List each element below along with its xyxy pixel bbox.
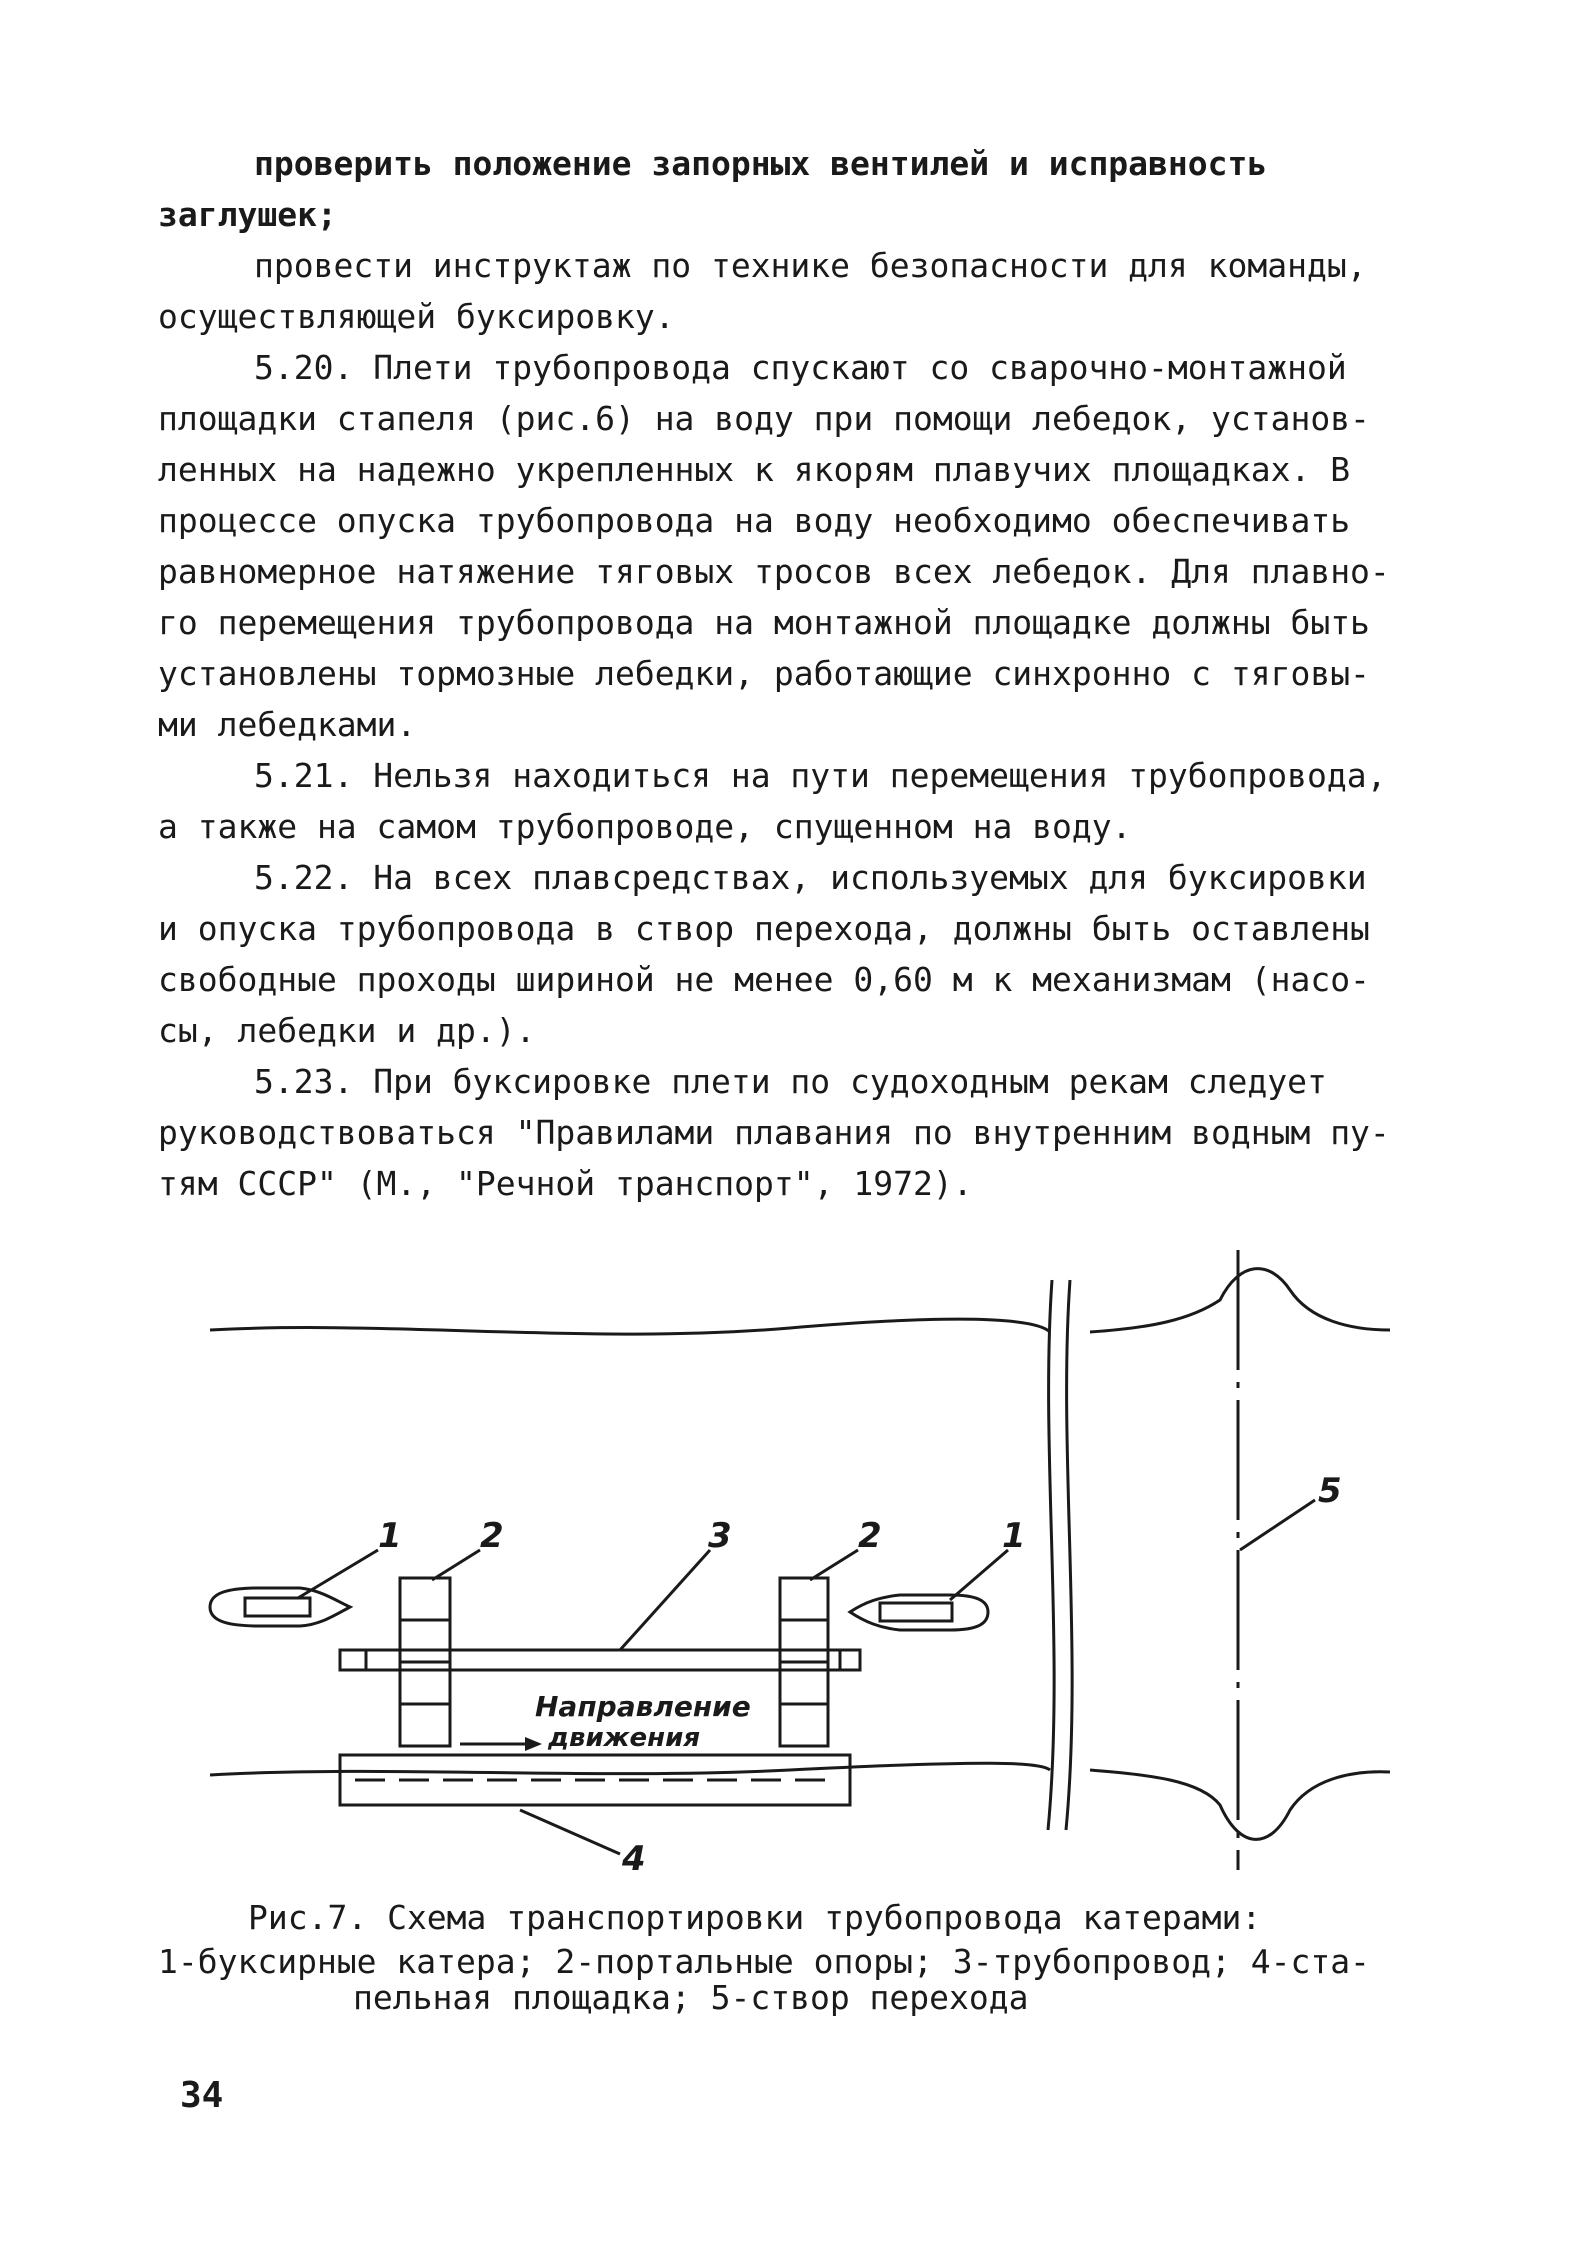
text-line: тям СССР" (М., "Речной транспорт", 1972). xyxy=(158,1164,973,1203)
direction-arrowhead xyxy=(525,1737,542,1751)
break-line xyxy=(1066,1280,1072,1830)
lower-riverbank-right xyxy=(1090,1770,1390,1839)
towing-boat-left xyxy=(210,1588,350,1626)
paragraph-5-21-line: 5.21. Нельзя находиться на пути перемещения трубопровода, xyxy=(254,756,1387,795)
figure-label-2-left: 2 xyxy=(480,1516,504,1556)
leader-line xyxy=(298,1550,378,1598)
upper-riverbank xyxy=(210,1319,1050,1334)
pipeline-transport-diagram xyxy=(190,1250,1490,1890)
text-line: площадки стапеля (рис.6) на воду при помощи лебедок, установ- xyxy=(158,399,1370,438)
paragraph-5-20-line: 5.20. Плети трубопровода спускают со сварочно-монтажной xyxy=(254,348,1347,387)
portal-support-left xyxy=(400,1578,450,1746)
figure-label-5: 5 xyxy=(1318,1471,1342,1511)
text-line: ленных на надежно укрепленных к якорям плавучих площадках. В xyxy=(158,450,1351,489)
page-number: 34 xyxy=(180,2075,224,2116)
paragraph-5-22-line: 5.22. На всех плавсредствах, используемых для буксировки xyxy=(254,858,1367,897)
upper-riverbank-right xyxy=(1090,1269,1390,1332)
leader-line xyxy=(810,1550,858,1580)
lower-riverbank xyxy=(210,1763,1050,1775)
text-line: осуществляющей буксировку. xyxy=(158,297,675,336)
text-line: ми лебедками. xyxy=(158,705,417,744)
text-line: сы, лебедки и др.). xyxy=(158,1011,536,1050)
text-line: и опуска трубопровода в створ перехода, должны быть оставлены xyxy=(158,909,1370,948)
caption-legend-line: пельная площадка; 5-створ перехода xyxy=(353,1978,1029,2017)
paragraph-5-23-line: 5.23. При буксировке плети по судоходным рекам следует xyxy=(254,1062,1327,1101)
text-line: руководствоваться "Правилами плавания по внутренним водным пу- xyxy=(158,1113,1390,1152)
text-line: установлены тормозные лебедки, работающие синхронно с тяговы- xyxy=(158,654,1370,693)
boat-cabin-left xyxy=(245,1598,310,1616)
direction-label-line2: движения xyxy=(548,1723,701,1753)
text-line: заглушек; xyxy=(158,195,337,234)
leader-line xyxy=(1240,1500,1315,1550)
leader-line xyxy=(432,1550,480,1580)
figure-label-1-right: 1 xyxy=(1002,1516,1026,1556)
leader-line xyxy=(520,1810,620,1854)
text-line: проверить положение запорных вентилей и исправность xyxy=(254,144,1268,183)
text-line: процессе опуска трубопровода на воду необходимо обеспечивать xyxy=(158,501,1351,540)
body-text xyxy=(158,138,1428,1209)
caption-title: Рис.7. Схема транспортировки трубопровода катерами: xyxy=(248,1898,1262,1937)
direction-label-line1: Направление xyxy=(535,1690,751,1723)
pipeline xyxy=(340,1650,860,1670)
text-line: го перемещения трубопровода на монтажной площадке должны быть xyxy=(158,603,1370,642)
leader-line xyxy=(620,1550,710,1650)
figure-label-4: 4 xyxy=(622,1839,646,1879)
text-line: провести инструктаж по технике безопасности для команды, xyxy=(254,246,1367,285)
figure-label-2-right: 2 xyxy=(858,1516,882,1556)
boat-cabin-right xyxy=(880,1603,952,1621)
figure-label-3: 3 xyxy=(708,1516,732,1556)
figure-caption xyxy=(158,1900,1458,2016)
portal-support-right xyxy=(780,1578,828,1746)
towing-boat-right xyxy=(850,1595,988,1630)
figure-label-1-left: 1 xyxy=(378,1516,402,1556)
break-line xyxy=(1048,1280,1054,1830)
text-line: свободные проходы шириной не менее 0,60 м к механизмам (насо- xyxy=(158,960,1370,999)
text-line: равномерное натяжение тяговых тросов всех лебедок. Для плавно- xyxy=(158,552,1390,591)
leader-line xyxy=(950,1550,1008,1600)
caption-legend-line: 1-буксирные катера; 2-портальные опоры; 3-трубопровод; 4-ста- xyxy=(158,1942,1370,1981)
text-line: а также на самом трубопроводе, спущенном на воду. xyxy=(158,807,1132,846)
